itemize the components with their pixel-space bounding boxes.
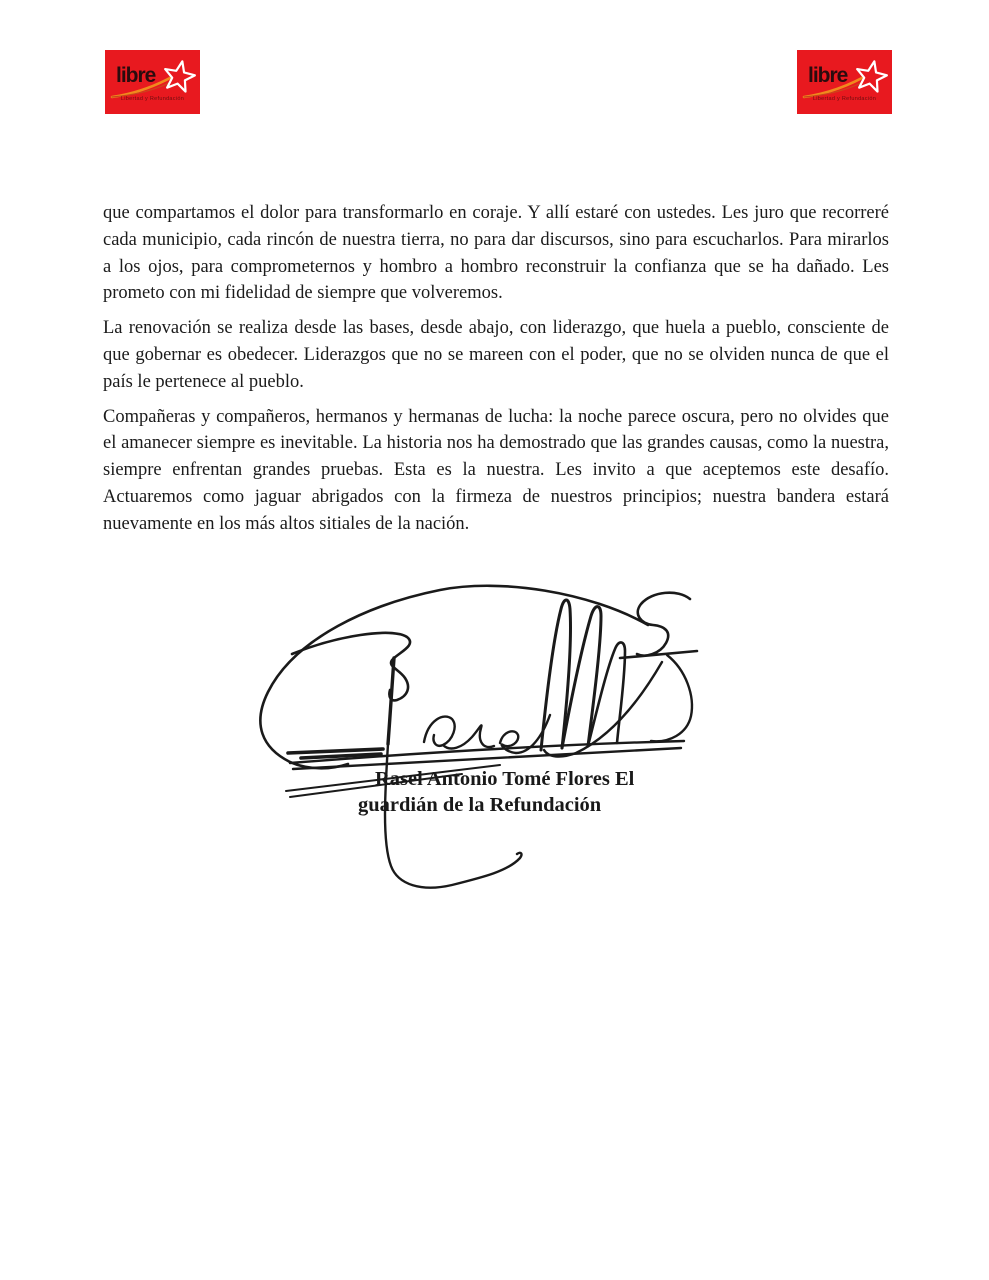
logo-tagline: Libertad y Refundación	[120, 96, 185, 102]
paragraph-1: que compartamos el dolor para transformarlo en coraje. Y allí estaré con ustedes. Les juro que recorreré cada municipio, cada rincón de nuestra tierra, no para dar discursos, sino para escucharlos. Para mirarlos a los ojos, para comprometernos y hombro a hombro reconstruir la confianza que se ha dañado. Les prometo con mi fidelidad de siempre que volveremos.	[103, 203, 889, 304]
libre-logo-right	[797, 50, 892, 114]
logo-tagline: Libertad y Refundación	[812, 96, 877, 102]
signature-scrawl	[240, 555, 740, 915]
signatory-name: Rasel Antonio Tomé Flores El	[375, 768, 635, 790]
signatory-title: guardián de la Refundación	[358, 794, 602, 816]
paragraph-2: La renovación se realiza desde las bases, desde abajo, con liderazgo, que huela a pueblo, consciente de que gobernar es obedecer. Liderazgos que no se mareen con el poder, que no se olviden nunca de que el país le pertenece al pueblo.	[103, 318, 889, 392]
libre-logo-left	[105, 50, 200, 114]
letter-body	[103, 200, 889, 538]
logo-brand-text: libre	[808, 64, 848, 87]
paragraph-3: Compañeras y compañeros, hermanos y hermanas de lucha: la noche parece oscura, pero no olvides que el amanecer siempre es inevitable. La historia nos ha demostrado que las grandes causas, como la nuestra, siempre enfrentan grandes pruebas. Esta es la nuestra. Les invito a que aceptemos este desafío. Actuaremos como jaguar abrigados con la firmeza de nuestros principios; nuestra bandera estará nuevamente en los más altos sitiales de la nación.	[103, 406, 889, 534]
signatory-block	[358, 766, 658, 818]
star-icon	[161, 58, 197, 93]
logo-brand-text: libre	[116, 64, 156, 87]
star-icon	[853, 58, 889, 93]
